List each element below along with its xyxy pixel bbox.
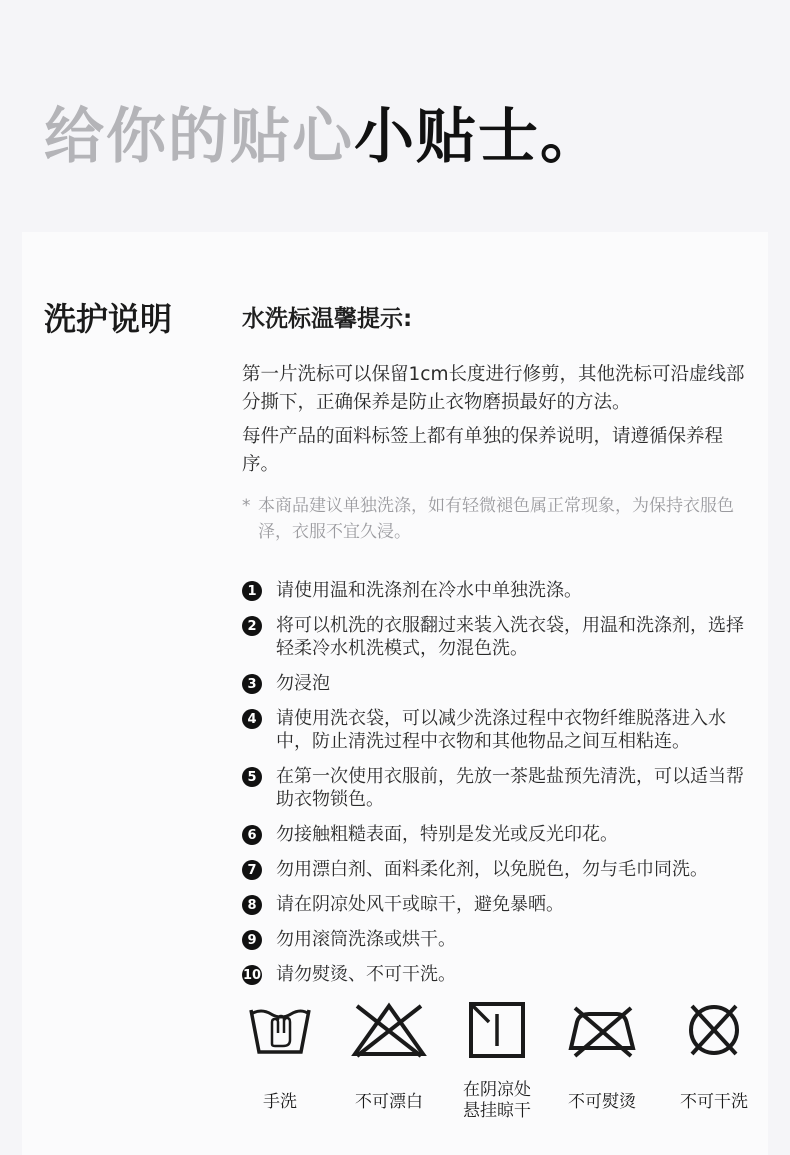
list-item	[242, 893, 752, 916]
number-badge: 7	[242, 860, 262, 880]
list-item	[242, 963, 752, 986]
care-icons-row	[236, 1000, 756, 1130]
care-instructions-card	[22, 232, 768, 1155]
care-item-no-dry-clean	[674, 1000, 754, 1112]
list-item	[242, 928, 752, 951]
tip-text: 请在阴凉处风干或晾干，避免暴晒。	[276, 894, 564, 915]
tip-text: 请勿熨烫、不可干洗。	[276, 964, 456, 985]
shade-hang-dry-icon	[467, 1000, 527, 1060]
tip-text: 将可以机洗的衣服翻过来装入洗衣袋，用温和洗涤剂，选择轻柔冷水机洗模式，勿混色洗。	[276, 615, 744, 659]
number-badge: 2	[242, 616, 262, 636]
no-iron-icon	[565, 1000, 639, 1060]
note-text: 本商品建议单独洗涤，如有轻微褪色属正常现象，为保持衣服色泽，衣服不宜久浸。	[258, 496, 734, 542]
number-badge: 4	[242, 709, 262, 729]
tip-text: 勿接触粗糙表面，特别是发光或反光印花。	[276, 824, 618, 845]
title-dark-part: 小贴士。	[354, 102, 602, 172]
care-item-no-iron	[562, 1000, 642, 1112]
list-item	[242, 672, 752, 695]
tip-text: 勿用滚筒洗涤或烘干。	[276, 929, 456, 950]
number-badge: 6	[242, 825, 262, 845]
tip-text: 请使用温和洗涤剂在冷水中单独洗涤。	[276, 580, 582, 601]
tip-text: 勿用漂白剂、面料柔化剂，以免脱色，勿与毛巾同洗。	[276, 859, 708, 880]
icon-label: 不可漂白	[355, 1092, 423, 1112]
care-item-shade-dry	[457, 1000, 537, 1121]
page-title	[44, 100, 602, 174]
icon-label: 手洗	[263, 1092, 297, 1112]
paragraph-follow: 每件产品的面料标签上都有单独的保养说明，请遵循保养程序。	[242, 426, 724, 475]
list-item	[242, 707, 752, 753]
tip-text: 请使用洗衣袋，可以减少洗涤过程中衣物纤维脱落进入水中，防止清洗过程中衣物和其他物品之间互相粘连。	[276, 708, 726, 752]
care-item-no-bleach	[349, 1000, 429, 1112]
number-badge: 8	[242, 895, 262, 915]
list-item	[242, 858, 752, 881]
icon-label-line1: 在阴凉处	[463, 1080, 531, 1100]
note-star: *	[242, 496, 251, 516]
no-bleach-icon	[349, 1000, 429, 1060]
icon-label-line2: 悬挂晾干	[463, 1101, 531, 1121]
number-badge: 9	[242, 930, 262, 950]
list-item	[242, 765, 752, 811]
wash-label-subtitle: 水洗标温馨提示:	[242, 306, 413, 332]
tips-list	[242, 579, 752, 986]
number-badge: 10	[242, 965, 262, 985]
hand-wash-icon	[245, 1000, 315, 1060]
section-title: 洗护说明	[44, 300, 173, 338]
icon-label: 不可干洗	[680, 1092, 748, 1112]
tip-text: 勿浸泡	[276, 673, 330, 694]
tip-text: 在第一次使用衣服前，先放一茶匙盐预先清洗，可以适当帮助衣物锁色。	[276, 766, 744, 810]
list-item	[242, 579, 752, 602]
list-item	[242, 823, 752, 846]
title-gray-part: 给你的贴心	[44, 102, 354, 172]
number-badge: 1	[242, 581, 262, 601]
number-badge: 3	[242, 674, 262, 694]
paragraph-trim: 第一片洗标可以保留1cm长度进行修剪，其他洗标可沿虚线部分撕下，正确保养是防止衣物磨损最好的方法。	[242, 364, 745, 413]
note	[242, 493, 752, 545]
care-content	[242, 300, 752, 998]
care-item-hand-wash	[240, 1000, 320, 1112]
number-badge: 5	[242, 767, 262, 787]
no-dry-clean-icon	[684, 1000, 744, 1060]
icon-label: 不可熨烫	[568, 1092, 636, 1112]
list-item	[242, 614, 752, 660]
